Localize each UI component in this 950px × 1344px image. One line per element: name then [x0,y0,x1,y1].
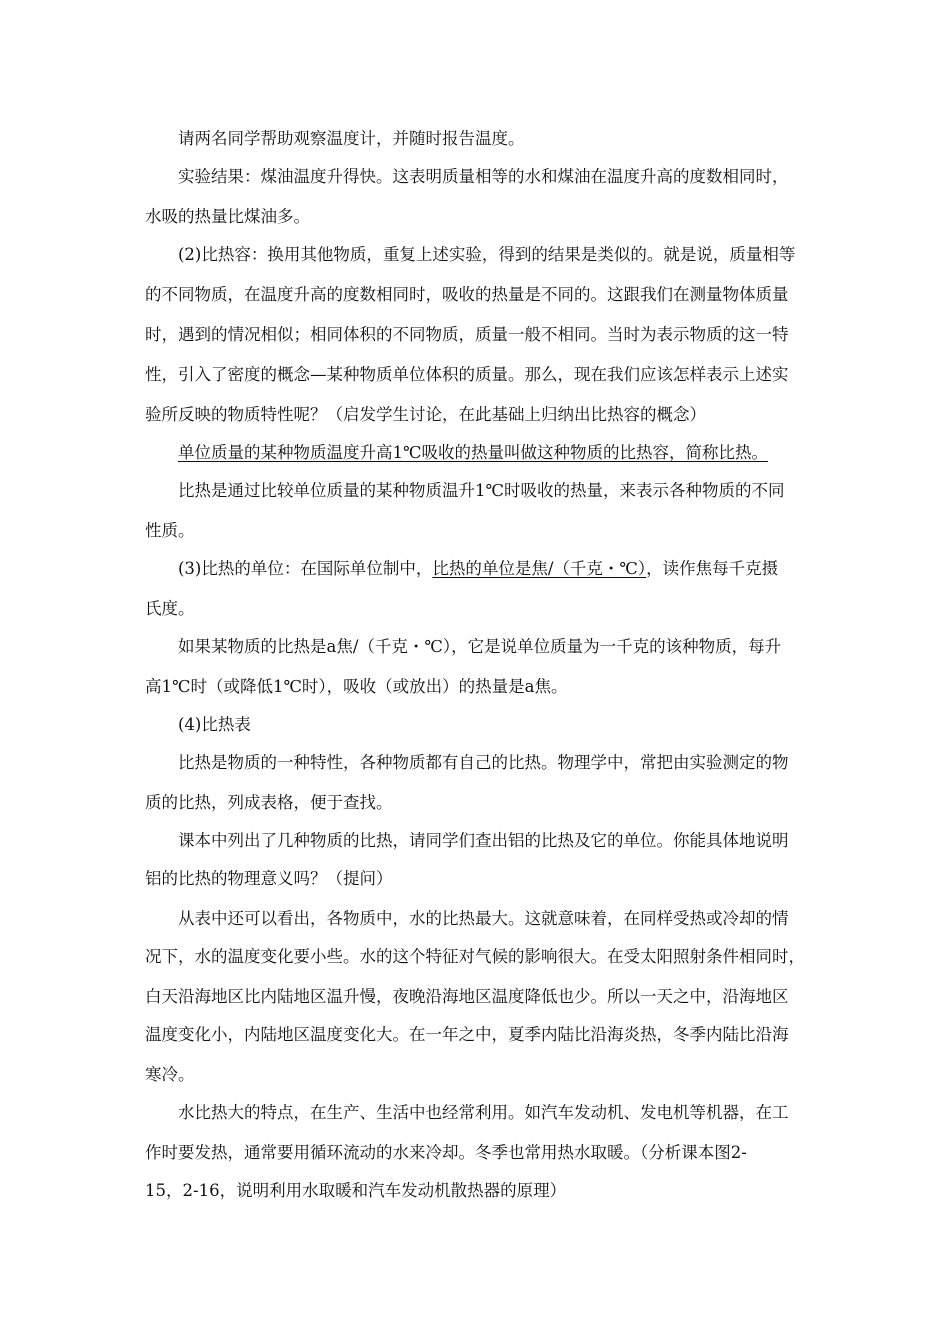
text-line: 作时要发热，通常要用循环流动的水来冷却。冬季也常用热水取暖。（分析课本图2- [145,1143,747,1162]
text-line: 氏度。 [145,599,195,618]
unit-line [178,558,778,580]
text-line: 如果某物质的比热是a焦/（千克・℃），它是说单位质量为一千克的该种物质，每升 [178,637,782,656]
text-line: 请两名同学帮助观察温度计，并随时报告温度。 [178,129,525,148]
text-line: 的不同物质，在温度升高的度数相同时，吸收的热量是不同的。这跟我们在测量物体质量 [145,285,789,304]
text-line: (4)比热表 [178,715,251,734]
text-line: 水比热大的特点，在生产、生活中也经常利用。如汽车发动机、发电机等机器，在工 [178,1103,789,1122]
text-line: 性，引入了密度的概念—某种物质单位体积的质量。那么，现在我们应该怎样表示上述实 [145,365,789,384]
text-line: 温度变化小，内陆地区温度变化大。在一年之中，夏季内陆比沿海炎热，冬季内陆比沿海 [145,1025,789,1044]
text-line: 比热是通过比较单位质量的某种物质温升1℃时吸收的热量，来表示各种物质的不同 [178,481,785,500]
definition-line: 单位质量的某种物质温度升高1℃吸收的热量叫做这种物质的比热容，简称比热。 [178,443,768,462]
text-line: 寒冷。 [145,1065,195,1084]
text-line: 实验结果：煤油温度升得快。这表明质量相等的水和煤油在温度升高的度数相同时， [178,167,789,186]
unit-line-suffix: ，读作焦每千克摄 [646,559,779,578]
text-line: 铝的比热的物理意义吗？（提问） [145,869,393,888]
text-line: 水吸的热量比煤油多。 [145,207,310,226]
text-line: 高1℃时（或降低1℃时），吸收（或放出）的热量是a焦。 [145,677,568,696]
text-line: 质的比热，列成表格，便于查找。 [145,793,393,812]
unit-definition: 比热的单位是焦/（千克・℃） [432,559,647,578]
text-line: 性质。 [145,521,195,540]
text-line: 从表中还可以看出，各物质中，水的比热最大。这就意味着，在同样受热或冷却的情 [178,909,789,928]
text-line: 比热是物质的一种特性，各种物质都有自己的比热。物理学中，常把由实验测定的物 [178,753,789,772]
text-line: 15，2-16，说明利用水取暖和汽车发动机散热器的原理） [145,1181,567,1200]
text-line: 课本中列出了几种物质的比热，请同学们查出铝的比热及它的单位。你能具体地说明 [178,831,789,850]
text-line: (2)比热容：换用其他物质，重复上述实验，得到的结果是类似的。就是说，质量相等 [178,245,796,264]
text-line: 况下，水的温度变化要小些。水的这个特征对气候的影响很大。在受太阳照射条件相同时， [145,947,805,966]
text-line: 验所反映的物质特性呢？（启发学生讨论，在此基础上归纳出比热容的概念） [145,405,706,424]
text-line: 白天沿海地区比内陆地区温升慢，夜晚沿海地区温度降低也少。所以一天之中，沿海地区 [145,987,789,1006]
unit-line-prefix: (3)比热的单位：在国际单位制中， [178,559,433,578]
text-line: 时，遇到的情况相似；相同体积的不同物质，质量一般不相同。当时为表示物质的这一特 [145,325,789,344]
